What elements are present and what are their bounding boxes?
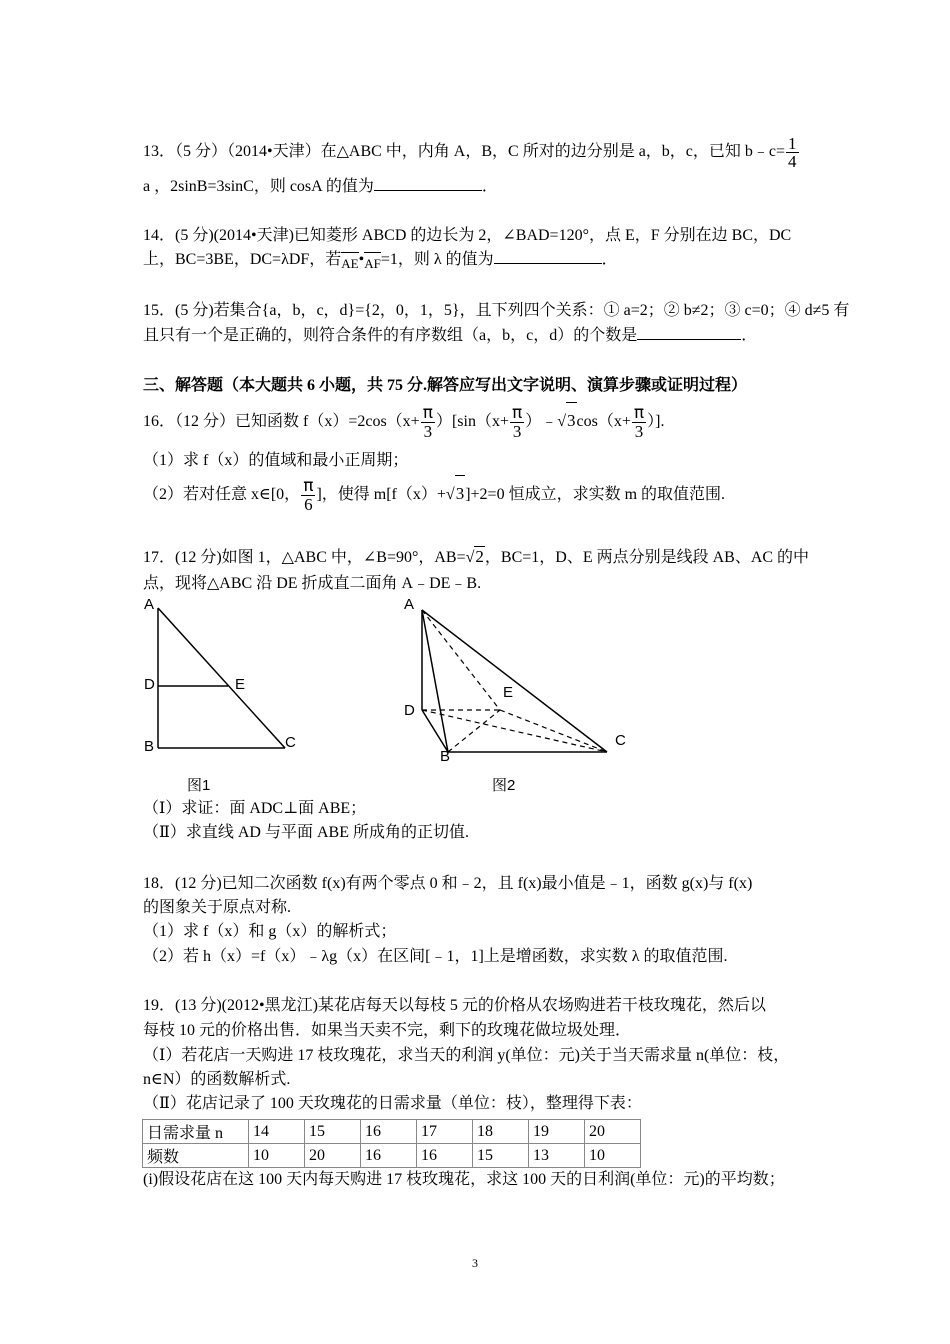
- fig2-label-c: C: [615, 732, 626, 749]
- vector-af: AF: [364, 254, 381, 274]
- table-cell: 10: [249, 1144, 305, 1168]
- q19-line4: n∈N）的函数解析式.: [143, 1071, 291, 1088]
- q19-line5: （Ⅱ）花店记录了 100 天玫瑰花的日需求量（单位：枝），整理得下表：: [143, 1095, 642, 1112]
- q17-line1: 17．(12 分)如图 1，△ABC 中，∠B=90°，AB=√2，BC=1，D、E 两点分别是线段 AB、AC 的中: [143, 547, 810, 566]
- table-cell: 18: [473, 1120, 529, 1144]
- table-cell: 14: [249, 1120, 305, 1144]
- vector-ae: AE: [341, 254, 358, 274]
- sqrt-3: √3: [557, 402, 576, 440]
- table-cell: 16: [361, 1144, 417, 1168]
- q18-line1: 18．(12 分)已知二次函数 f(x)有两个零点 0 和﹣2，且 f(x)最小值是﹣1，函数 g(x)与 f(x): [143, 875, 753, 892]
- table-header-cell: 频数: [143, 1144, 249, 1168]
- table-cell: 20: [585, 1120, 641, 1144]
- table-cell: 15: [473, 1144, 529, 1168]
- table-cell: 19: [529, 1120, 585, 1144]
- q17-line2: 点，现将△ABC 沿 DE 折成直二面角 A﹣DE﹣B.: [143, 575, 482, 592]
- q18-line2: 的图象关于原点对称.: [143, 899, 292, 916]
- segment-be-hidden: [448, 710, 500, 752]
- table-cell: 10: [585, 1144, 641, 1168]
- fig2-label-b: B: [440, 748, 451, 765]
- table-row: [143, 1120, 641, 1144]
- fig2-label-e: E: [503, 684, 514, 701]
- table-cell: 13: [529, 1144, 585, 1168]
- q19-line1: 19．(13 分)(2012•黑龙江)某花店每天以每枝 5 元的价格从农场购进若干枝玫瑰花，然后以: [143, 997, 766, 1014]
- q14-line1: 14．(5 分)(2014•天津)已知菱形 ABCD 的边长为 2，∠BAD=120°，点 E，F 分别在边 BC，DC: [143, 227, 792, 244]
- answer-blank: [637, 339, 741, 340]
- fig2-label-d: D: [404, 702, 415, 719]
- q19-line6: (i)假设花店在这 100 天内每天购进 17 枝玫瑰花，求这 100 天的日利润(单位：元)的平均数；: [143, 1171, 785, 1188]
- fig1-label-e: E: [235, 676, 246, 693]
- fig2-label-a: A: [404, 596, 415, 613]
- table-row: [143, 1144, 641, 1168]
- table-cell: 20: [305, 1144, 361, 1168]
- q14-line2: 上，BC=3BE，DC=λDF，若AE•AF=1，则 λ 的值为 ．: [143, 250, 618, 270]
- q19-line3: （Ⅰ）若花店一天购进 17 枝玫瑰花，求当天的利润 y(单位：元)关于当天需求量 n(单位：枝，: [143, 1047, 790, 1064]
- section-title: 三、解答题（本大题共 6 小题，共 75 分.解答应写出文字说明、演算步骤或证明过程）: [143, 377, 748, 394]
- q13-line2: a ，2sinB=3sinC，则 cosA 的值为 ．: [143, 178, 498, 195]
- answer-blank: [374, 190, 482, 191]
- q16-line1: 16．（12 分）已知函数 f（x）=2cos（x+ $\frac{\pi}{3}$ ）[sin（x+ $\frac{\pi}{3}$ ）﹣√3cos（x+ $\frac{\pi}{3}$ ）].: [143, 402, 665, 441]
- q18-sub2: （2）若 h（x）=f（x）﹣λg（x）在区间[﹣1，1]上是增函数，求实数 λ 的取值范围.: [143, 948, 728, 965]
- q13-line1: [143, 135, 800, 170]
- table-cell: 15: [305, 1120, 361, 1144]
- q16-sub1: （1）求 f（x）的值域和最小正周期；: [143, 452, 409, 469]
- q19-line2: 每枝 10 元的价格出售．如果当天卖不完，剩下的玫瑰花做垃圾处理．: [143, 1022, 632, 1039]
- fig1-label-b: B: [144, 738, 155, 755]
- segment-ac: [158, 608, 285, 748]
- q17-sub1: （Ⅰ）求证：面 ADC⊥面 ABE；: [143, 800, 367, 817]
- answer-blank: [494, 263, 602, 264]
- table-cell: 16: [417, 1144, 473, 1168]
- q13-text: 13．（5 分）（2014•天津）在△ABC 中，内角 A，B，C 所对的边分别是 a，b，c，已知 b﹣c=: [143, 143, 786, 161]
- sqrt-2: √2: [465, 547, 484, 566]
- figure-2: [400, 595, 630, 765]
- q15-line2: 且只有一个是正确的，则符合条件的有序数组（a，b，c，d）的个数是 ．: [143, 327, 758, 344]
- table-cell: 17: [417, 1120, 473, 1144]
- q13-fraction: $\frac{1}{4}$: [788, 134, 797, 171]
- q18-sub1: （1）求 f（x）和 g（x）的解析式；: [143, 923, 397, 940]
- table-cell: 16: [361, 1120, 417, 1144]
- sqrt-3: √3: [446, 475, 465, 513]
- demand-frequency-table: [142, 1119, 641, 1168]
- q16-sub2: （2）若对任意 x∈[0， $\frac{\pi}{6}$ ]，使得 m[f（x）+√3]+2=0 恒成立，求实数 m 的取值范围.: [143, 475, 726, 514]
- segment-ec-hidden: [500, 710, 607, 752]
- fig2-caption: 图2: [492, 777, 516, 794]
- q17-sub2: （Ⅱ）求直线 AD 与平面 ABE 所成角的正切值.: [143, 824, 469, 841]
- table-header-cell: 日需求量 n: [143, 1120, 249, 1144]
- fig1-label-d: D: [144, 676, 155, 693]
- fig1-label-c: C: [285, 734, 296, 751]
- fig1-caption: 图1: [187, 777, 211, 794]
- fig1-label-a: A: [144, 596, 155, 613]
- q15-line1: 15．(5 分)若集合{a，b，c，d}={2，0，1，5}，且下列四个关系：① a=2；② b≠2；③ c=0；④ d≠5 有: [143, 302, 850, 319]
- page-number: 3: [472, 1256, 478, 1270]
